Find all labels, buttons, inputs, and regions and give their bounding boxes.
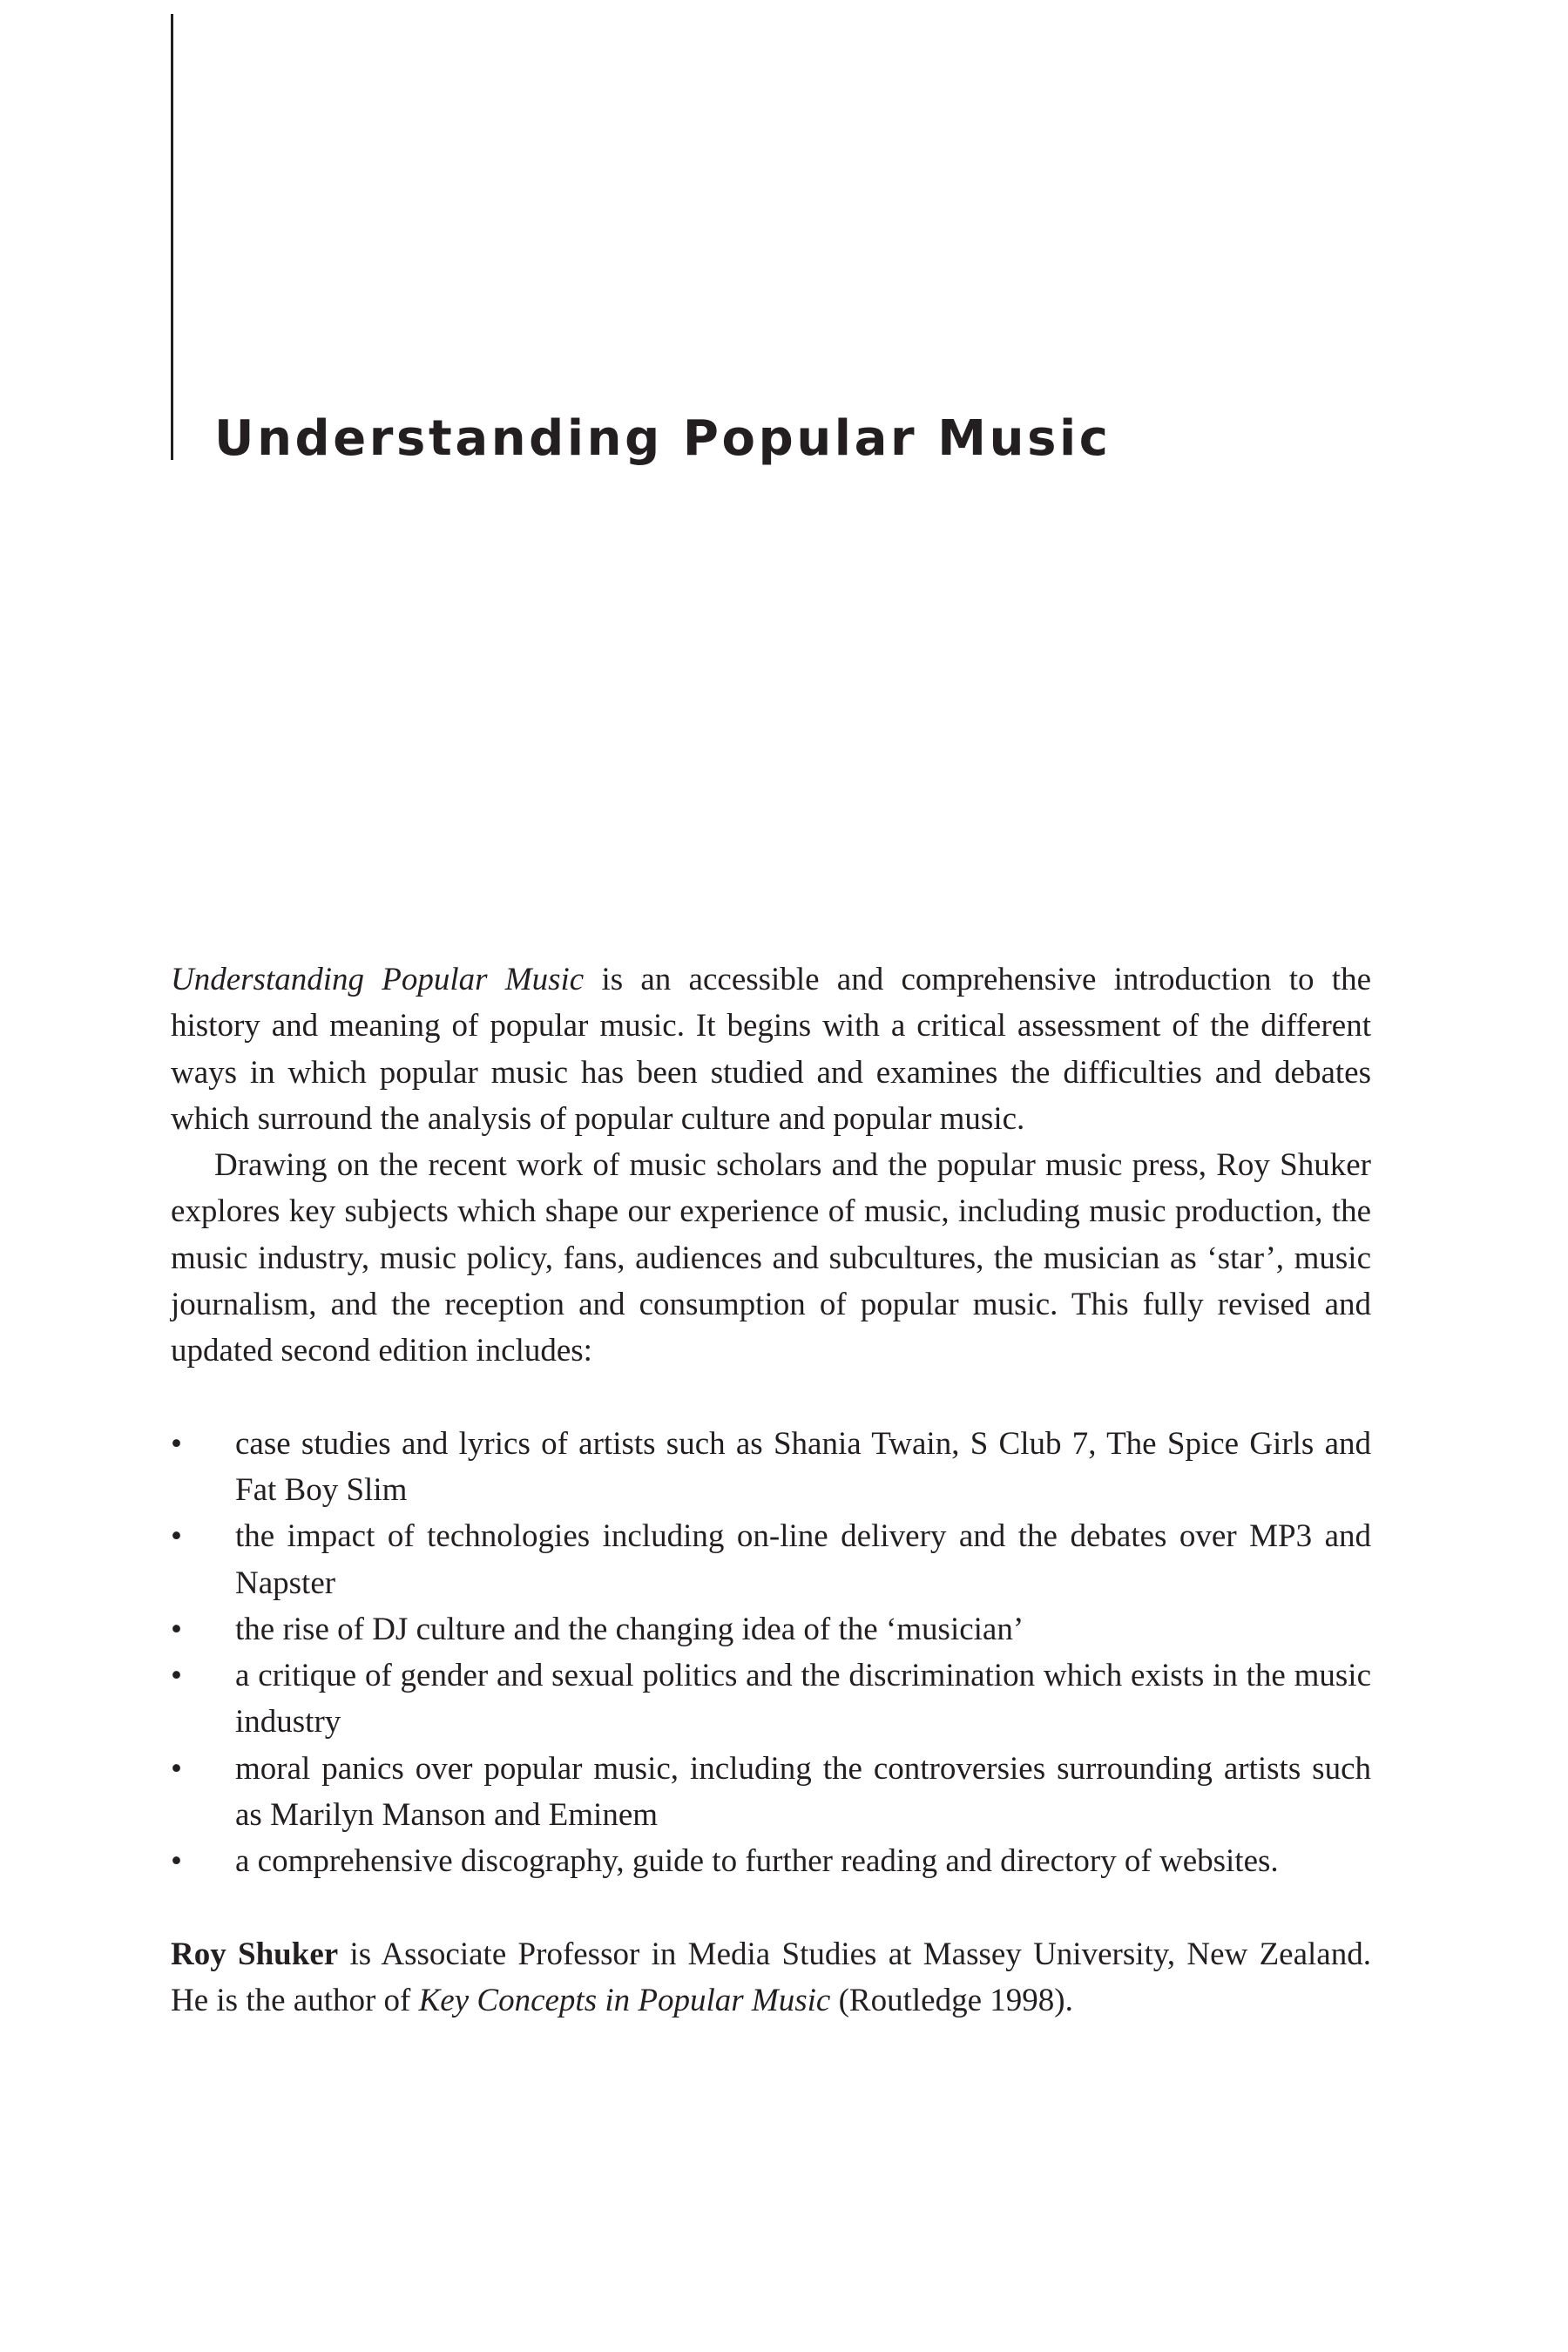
list-item-text: a critique of gender and sexual politics and the discrimination which exists in the music industry [235, 1658, 1371, 1740]
other-book-title: Key Concepts in Popular Music [418, 1982, 831, 2018]
list-item [171, 1421, 1371, 1514]
bullet-icon: • [171, 1425, 182, 1462]
intro-paragraph [171, 956, 1371, 1142]
list-item-text: case studies and lyrics of artists such as Shania Twain, S Club 7, The Spice Girls and Fat Boy Slim [235, 1425, 1371, 1508]
page-title: Understanding Popular Music [214, 410, 1112, 467]
author-bio [171, 1931, 1371, 2024]
list-item [171, 1838, 1371, 1884]
list-item-text: moral panics over popular music, including the controversies surrounding artists such as Marilyn Manson and Eminem [235, 1750, 1371, 1834]
list-item [171, 1606, 1371, 1652]
vertical-rule [171, 14, 173, 460]
list-item [171, 1746, 1371, 1839]
list-item [171, 1513, 1371, 1606]
list-item-text: a comprehensive discography, guide to further reading and directory of websites. [235, 1843, 1279, 1880]
bullet-icon: • [171, 1518, 182, 1555]
list-item-text: the impact of technologies including on-line delivery and the debates over MP3 and Napster [235, 1518, 1371, 1601]
bullet-icon: • [171, 1611, 182, 1647]
list-item [171, 1652, 1371, 1746]
blurb [171, 956, 1371, 2024]
bio-text-before: is Associate Professor in Media Studies at Massey University, New Zealand. He is the author of [171, 1936, 1371, 2018]
intro-text: is an accessible and comprehensive introduction to the history and meaning of popular music. It begins with a critical assessment of the different ways in which popular music has been studied and examines the difficulties and debates which surround the analysis of popular culture and popular music. [171, 962, 1371, 1137]
bullet-icon: • [171, 1843, 182, 1880]
bullet-icon: • [171, 1658, 182, 1694]
list-item-text: the rise of DJ culture and the changing idea of the ‘musician’ [235, 1611, 1024, 1647]
second-paragraph: Drawing on the recent work of music scholars and the popular music press, Roy Shuker explores key subjects which shape our experience of music, including music production, the music industry, music policy, fans, audiences and subcultures, the musician as ‘star’, music journalism, and the reception and consumption of popular music. This fully revised and updated second edition includes: [171, 1147, 1371, 1369]
feature-list [171, 1421, 1371, 1885]
book-title-italic: Understanding Popular Music [171, 962, 585, 997]
bullet-icon: • [171, 1750, 182, 1787]
author-name: Roy Shuker [171, 1936, 339, 1972]
bio-text-after: (Routledge 1998). [830, 1982, 1073, 2018]
